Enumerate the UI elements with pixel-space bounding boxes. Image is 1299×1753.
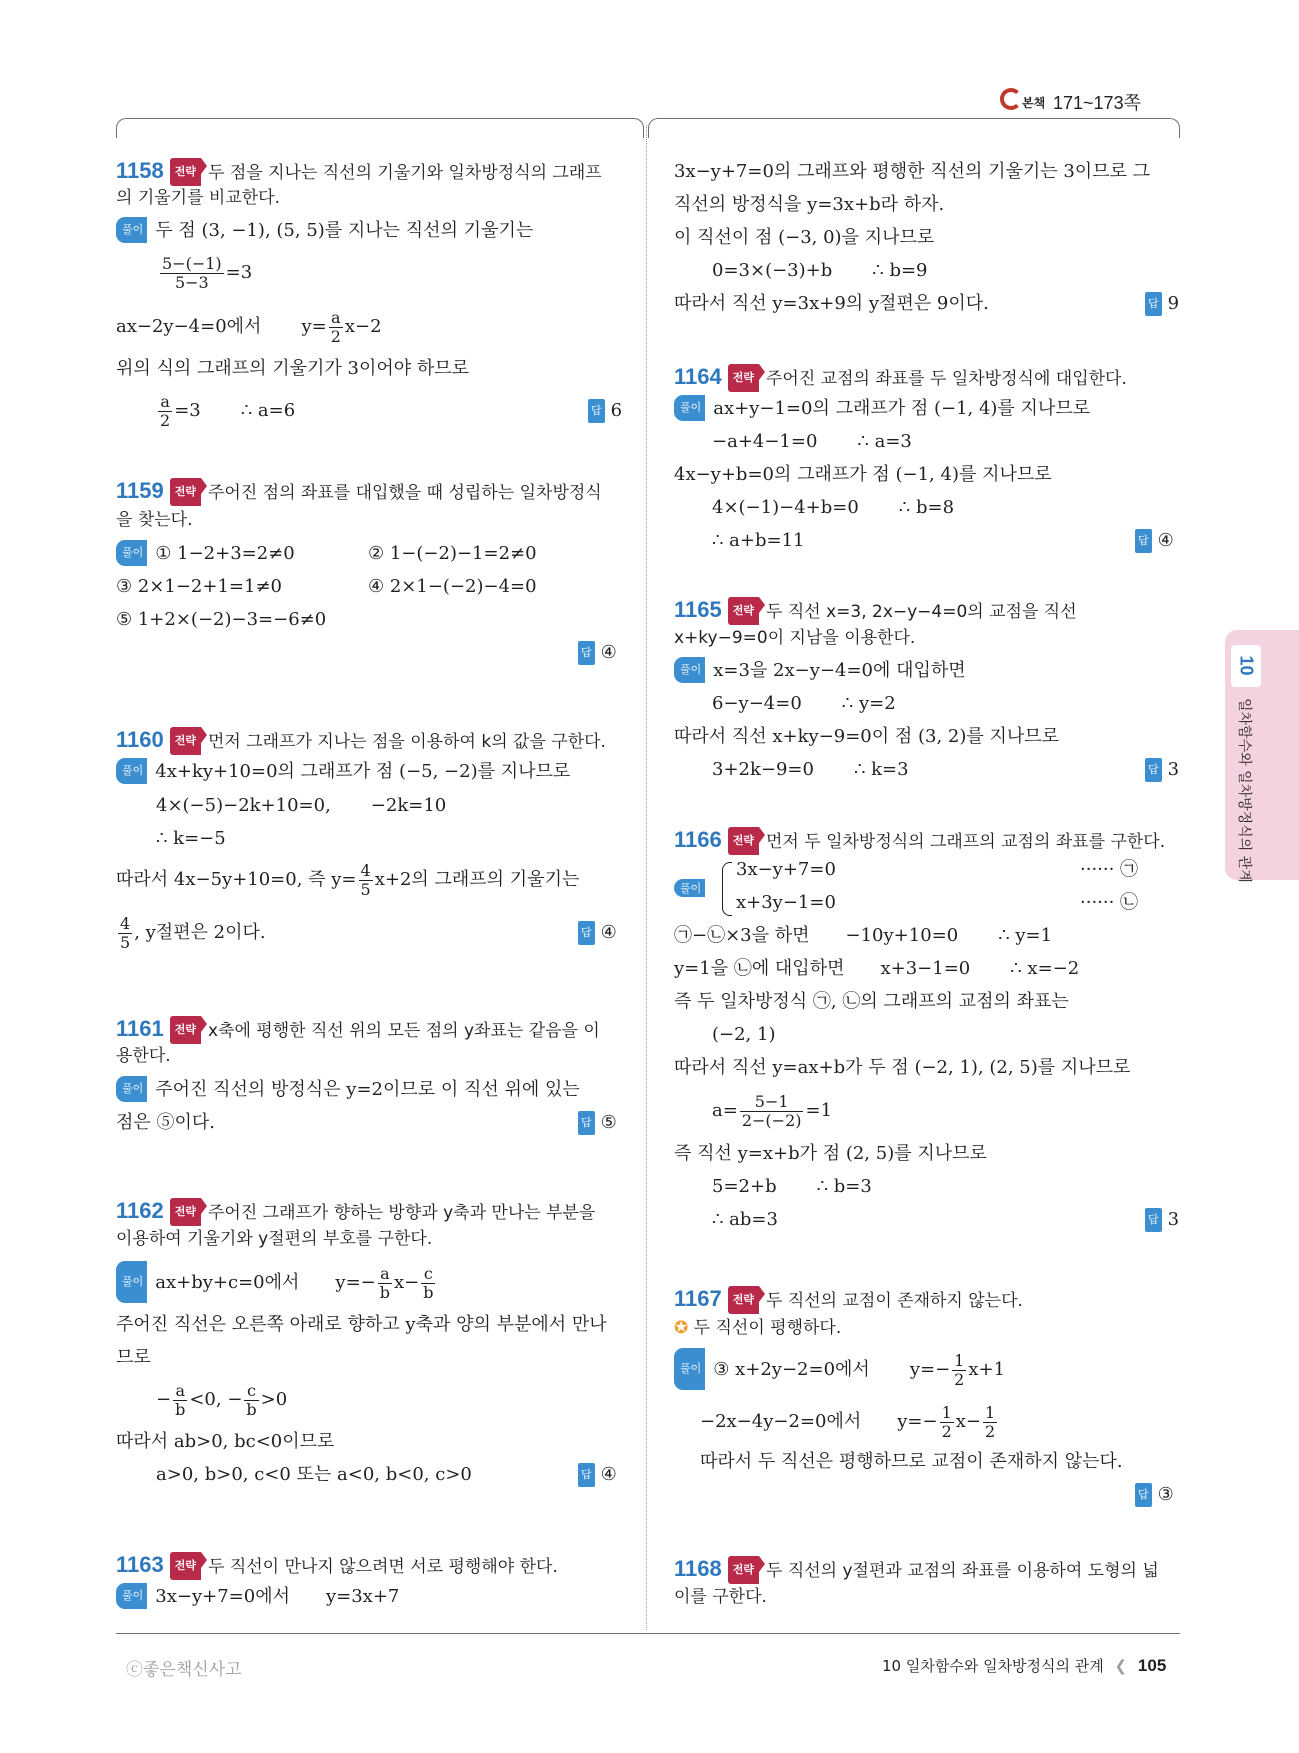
text-line: 즉 두 일차방정식 ㉠, ㉡의 그래프의 교점의 좌표는 (674, 991, 1069, 1012)
solution-line: 풀이 3x−y+7=0에서 y=3x+7 (116, 1585, 399, 1612)
page-header (1000, 88, 1160, 114)
problem-1165-strategy: 1165 전략 두 직선 x=3, 2x−y−4=0의 교점을 직선 (674, 597, 1077, 628)
answer: 답 ④ (578, 921, 617, 947)
strategy-continuation: 용한다. (116, 1046, 171, 1066)
answer-tag: 답 (1135, 529, 1152, 553)
answer: 답 ⑤ (578, 1111, 617, 1137)
solution-line: 풀이 ③ x+2y−2=0에서 y=− $\frac{1}{2}$ x+1 (674, 1350, 1005, 1393)
strategy-tip: ✪ 두 직선이 평행하다. (674, 1318, 842, 1338)
solution-line: 풀이 ax+by+c=0에서 y=− $\frac{a}{b}$ x− $\frac{c}{b}$ (116, 1263, 437, 1306)
fraction: $\frac{c}{b}$ (423, 1263, 434, 1302)
strategy-tag: 전략 (170, 727, 201, 755)
text-line: 주어진 직선은 오른쪽 아래로 향하고 y축과 양의 부분에서 만나 (116, 1314, 607, 1335)
text-line: 따라서 두 직선은 평행하므로 교점이 존재하지 않는다. (700, 1451, 1123, 1472)
tip-icon: ✪ (674, 1318, 689, 1338)
strategy-continuation: 이를 구한다. (674, 1587, 767, 1607)
fraction: $\frac{a}{b}$ (379, 1263, 390, 1302)
column-divider (646, 125, 647, 1630)
chapter-side-tab (1225, 630, 1299, 883)
answer: 답 ④ (578, 1463, 617, 1489)
text-line: 위의 식의 그래프의 기울기가 3이어야 하므로 (116, 358, 470, 379)
answer: 답 3 (1145, 758, 1179, 784)
problem-number: 1164 (674, 364, 722, 389)
math-line: 3+2k−9=0 ∴ k=3 (712, 759, 909, 780)
problem-number: 1163 (116, 1552, 164, 1577)
problem-1167-strategy: 1167 전략 두 직선의 교점이 존재하지 않는다. (674, 1286, 1023, 1317)
answer-tag: 답 (1145, 292, 1162, 316)
option-3: ③ 2×1−2+1=1≠0 (116, 576, 282, 597)
frame-right-top (648, 118, 1180, 138)
answer-tag: 답 (578, 641, 595, 665)
text-line: 4x−y+b=0의 그래프가 점 (−1, 4)를 지나므로 (674, 464, 1052, 485)
math-line: ∴ k=−5 (156, 828, 226, 849)
solution-tag: 풀이 (674, 1348, 705, 1390)
book-return-icon (1000, 88, 1022, 110)
strategy-tag: 전략 (170, 1198, 201, 1226)
solution-tag: 풀이 (116, 758, 147, 784)
problem-1164-strategy: 1164 전략 주어진 교점의 좌표를 두 일차방정식에 대입한다. (674, 364, 1127, 395)
answer-tag: 답 (588, 399, 605, 423)
math-line: 0=3×(−3)+b ∴ b=9 (712, 260, 928, 281)
problem-number: 1168 (674, 1556, 722, 1581)
problem-number: 1161 (116, 1016, 164, 1041)
option-5: ⑤ 1+2×(−2)−3=−6≠0 (116, 609, 327, 630)
bottom-rule (116, 1633, 1180, 1634)
strategy-tag: 전략 (728, 1556, 759, 1584)
solution-tag: 풀이 (116, 1261, 147, 1303)
answer-tag: 답 (1145, 1208, 1162, 1232)
math-line: 4×(−5)−2k+10=0, −2k=10 (156, 795, 447, 816)
math-line: a>0, b>0, c<0 또는 a<0, b<0, c>0 (156, 1464, 472, 1485)
fraction: $\frac{5-1}{2-(-2)}$ (741, 1091, 802, 1130)
equation-2: x+3y−1=0 (736, 892, 836, 913)
fraction: $\frac{c}{b}$ (246, 1380, 257, 1419)
math-line: 따라서 4x−5y+10=0, 즉 y= $\frac{4}{5}$ x+2의 그래프의 기울기는 (116, 860, 580, 899)
strategy-continuation: 을 찾는다. (116, 510, 193, 530)
math-line: 6−y−4=0 ∴ y=2 (712, 693, 896, 714)
problem-1162-strategy: 1162 전략 주어진 그래프가 향하는 방향과 y축과 만나는 부분을 (116, 1198, 595, 1229)
solution-tag: 풀이 (116, 540, 147, 566)
strategy-tag: 전략 (728, 1286, 759, 1314)
problem-1160-strategy: 1160 전략 먼저 그래프가 지나는 점을 이용하여 k의 값을 구한다. (116, 727, 606, 758)
problem-number: 1159 (116, 478, 164, 503)
header-label: 본책 (1022, 96, 1046, 110)
math-line: $\frac{5-(-1)}{5-3}$ =3 (162, 253, 253, 292)
fraction: $\frac{a}{b}$ (175, 1380, 186, 1419)
strategy-continuation: x+ky−9=0이 지남을 이용한다. (674, 628, 916, 648)
problem-1158-strategy: 1158 전략 두 점을 지나는 직선의 기울기와 일차방정식의 그래프 (116, 158, 602, 189)
math-line: −2x−4y−2=0에서 y=− $\frac{1}{2}$ x− $\frac{1}{2}$ (700, 1402, 996, 1441)
math-line: $\frac{a}{2}$ =3 ∴ a=6 (160, 391, 296, 430)
answer: 답 6 (588, 399, 622, 425)
equation-1-mark: ······ ㉠ (1080, 859, 1139, 880)
strategy-continuation: 이용하여 기울기와 y절편의 부호를 구한다. (116, 1229, 433, 1249)
chevron-left-icon: ❮ (1114, 1657, 1128, 1675)
math-line: (−2, 1) (712, 1024, 776, 1045)
solution-tag: 풀이 (116, 1583, 147, 1609)
solution-tag: 풀이 (674, 395, 705, 421)
math-line: ∴ a+b=11 (712, 530, 805, 551)
text-line: 이 직선이 점 (−3, 0)을 지나므로 (674, 227, 935, 248)
strategy-tag: 전략 (170, 158, 201, 186)
brace (722, 862, 732, 916)
answer: 답 ④ (1135, 529, 1174, 555)
answer-tag: 답 (1145, 758, 1162, 782)
problem-number: 1165 (674, 597, 722, 622)
answer-tag: 답 (578, 1111, 595, 1135)
problem-1161-strategy: 1161 전략 x축에 평행한 직선 위의 모든 점의 y좌표는 같음을 이 (116, 1016, 600, 1047)
solution-tag: 풀이 (116, 217, 147, 243)
page-number: 105 (1137, 1656, 1167, 1675)
math-line: 5=2+b ∴ b=3 (712, 1176, 872, 1197)
answer-tag: 답 (578, 1463, 595, 1487)
solution-tag: 풀이 (674, 657, 705, 683)
problem-1159-strategy: 1159 전략 주어진 점의 좌표를 대입했을 때 성립하는 일차방정식 (116, 478, 602, 509)
option-2: ② 1−(−2)−1=2≠0 (368, 543, 537, 564)
header-pages: 171~173쪽 (1053, 93, 1141, 113)
math-line: $\frac{4}{5}$ , y절편은 2이다. (120, 913, 266, 952)
text-line: 따라서 직선 y=ax+b가 두 점 (−2, 1), (2, 5)를 지나므로 (674, 1057, 1131, 1078)
fraction: $\frac{a}{2}$ (330, 307, 341, 346)
math-line: a= $\frac{5-1}{2-(-2)}$ =1 (712, 1091, 833, 1130)
math-line: ㉠−㉡×3을 하면 −10y+10=0 ∴ y=1 (674, 925, 1053, 946)
strategy-continuation: 의 기울기를 비교한다. (116, 188, 281, 208)
footer-chapter: 10 일차함수와 일차방정식의 관계 ❮ 105 (882, 1656, 1167, 1675)
strategy-tag: 전략 (170, 1552, 201, 1580)
text-line: 따라서 ab>0, bc<0이므로 (116, 1431, 335, 1452)
problem-1163-strategy: 1163 전략 두 직선이 만나지 않으려면 서로 평행해야 한다. (116, 1552, 558, 1583)
solution-tag: 풀이 (116, 1076, 147, 1102)
problem-number: 1158 (116, 158, 164, 183)
fraction: $\frac{5-(-1)}{5-3}$ (162, 253, 222, 292)
option-4: ④ 2×1−(−2)−4=0 (368, 576, 537, 597)
fraction: $\frac{4}{5}$ (360, 860, 371, 899)
strategy-tag: 전략 (728, 364, 759, 392)
math-line: y=1을 ㉡에 대입하면 x+3−1=0 ∴ x=−2 (674, 958, 1080, 979)
math-line: ax−2y−4=0에서 y= $\frac{a}{2}$ x−2 (116, 307, 382, 346)
answer-tag: 답 (578, 921, 595, 945)
strategy-tag: 전략 (170, 478, 201, 506)
answer: 답 ③ (1135, 1483, 1174, 1509)
text-line: 즉 직선 y=x+b가 점 (2, 5)를 지나므로 (674, 1143, 987, 1164)
chapter-number: 10 (1231, 645, 1261, 687)
text-line: 따라서 직선 y=3x+9의 y절편은 9이다. (674, 293, 989, 314)
math-line: −a+4−1=0 ∴ a=3 (712, 431, 912, 452)
problem-1166-strategy: 1166 전략 먼저 두 일차방정식의 그래프의 교점의 좌표를 구한다. (674, 827, 1165, 858)
answer: 답 9 (1145, 292, 1179, 318)
answer: 답 3 (1145, 1208, 1179, 1234)
solution-tag-system: 풀이 (674, 880, 713, 900)
text-line: 므로 (116, 1347, 151, 1368)
chapter-title: 일차함수와 일차방정식의 관계 (1236, 698, 1252, 883)
text-line: 점은 ⑤이다. (116, 1112, 215, 1133)
answer-tag: 답 (1135, 1483, 1152, 1507)
text-line: 3x−y+7=0의 그래프와 평행한 직선의 기울기는 3이므로 그 (674, 161, 1151, 182)
footer-publisher: ⓒ좋은책신사고 (126, 1660, 242, 1680)
solution-line: 풀이 두 점 (3, −1), (5, 5)를 지나는 직선의 기울기는 (116, 219, 533, 246)
strategy-tag: 전략 (728, 827, 759, 855)
problem-1168-strategy: 1168 전략 두 직선의 y절편과 교점의 좌표를 이용하여 도형의 넓 (674, 1556, 1159, 1587)
strategy-tag: 전략 (170, 1016, 201, 1044)
solution-line: 풀이 ① 1−2+3=2≠0 (116, 542, 295, 569)
fraction: $\frac{4}{5}$ (120, 913, 131, 952)
equation-1: 3x−y+7=0 (736, 859, 836, 880)
solution-line: 풀이 ax+y−1=0의 그래프가 점 (−1, 4)를 지나므로 (674, 397, 1090, 424)
fraction: $\frac{1}{2}$ (954, 1350, 965, 1389)
problem-number: 1160 (116, 727, 164, 752)
answer: 답 ④ (578, 641, 617, 667)
problem-number: 1166 (674, 827, 722, 852)
strategy-tag: 전략 (728, 597, 759, 625)
frame-left-top (116, 118, 644, 138)
fraction: $\frac{1}{2}$ (941, 1402, 952, 1441)
text-line: 직선의 방정식을 y=3x+b라 하자. (674, 194, 945, 215)
text-line: 따라서 직선 x+ky−9=0이 점 (3, 2)를 지나므로 (674, 726, 1060, 747)
equation-2-mark: ······ ㉡ (1080, 892, 1139, 913)
math-line: ∴ ab=3 (712, 1209, 778, 1230)
problem-number: 1162 (116, 1198, 164, 1223)
solution-line: 풀이 주어진 직선의 방정식은 y=2이므로 이 직선 위에 있는 (116, 1078, 580, 1105)
math-line: − $\frac{a}{b}$ <0, − $\frac{c}{b}$ >0 (156, 1380, 288, 1419)
solution-line: 풀이 x=3을 2x−y−4=0에 대입하면 (674, 659, 966, 686)
solution-line: 풀이 4x+ky+10=0의 그래프가 점 (−5, −2)를 지나므로 (116, 760, 570, 787)
fraction: $\frac{1}{2}$ (985, 1402, 996, 1441)
math-line: 4×(−1)−4+b=0 ∴ b=8 (712, 497, 955, 518)
fraction: $\frac{a}{2}$ (160, 391, 171, 430)
problem-number: 1167 (674, 1286, 722, 1311)
